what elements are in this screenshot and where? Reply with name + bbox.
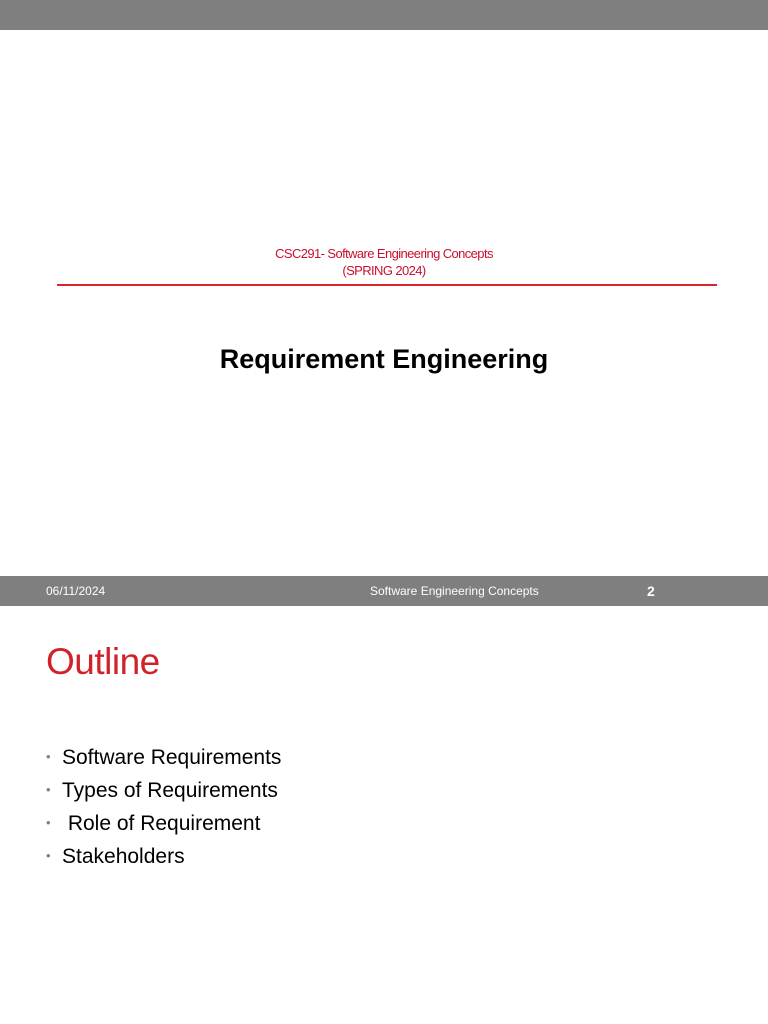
- footer-bar: [0, 576, 768, 606]
- list-item-text: Types of Requirements: [62, 779, 278, 802]
- outline-heading: Outline: [46, 641, 160, 682]
- course-header: [0, 245, 768, 279]
- bullet-dot-icon: •: [46, 815, 51, 830]
- page-number: 2: [647, 583, 655, 599]
- list-item: [46, 845, 281, 878]
- top-gray-band: [0, 0, 768, 30]
- list-item: [46, 779, 281, 812]
- red-divider: [57, 284, 717, 286]
- list-item: [46, 746, 281, 779]
- footer-date: 06/11/2024: [46, 584, 106, 598]
- list-item-text: Role of Requirement: [62, 812, 261, 835]
- slide-title: Requirement Engineering: [219, 344, 549, 374]
- footer-course-name: Software Engineering Concepts: [370, 584, 539, 598]
- list-item-text: Stakeholders: [62, 845, 185, 868]
- outline-list: [46, 746, 281, 878]
- list-item: [46, 812, 281, 845]
- bullet-dot-icon: •: [46, 782, 51, 797]
- bullet-dot-icon: •: [46, 848, 51, 863]
- list-item-text: Software Requirements: [62, 746, 282, 769]
- course-term: (SPRING 2024): [342, 263, 426, 278]
- bullet-dot-icon: •: [46, 749, 51, 764]
- course-title: CSC291- Software Engineering Concepts: [275, 246, 493, 261]
